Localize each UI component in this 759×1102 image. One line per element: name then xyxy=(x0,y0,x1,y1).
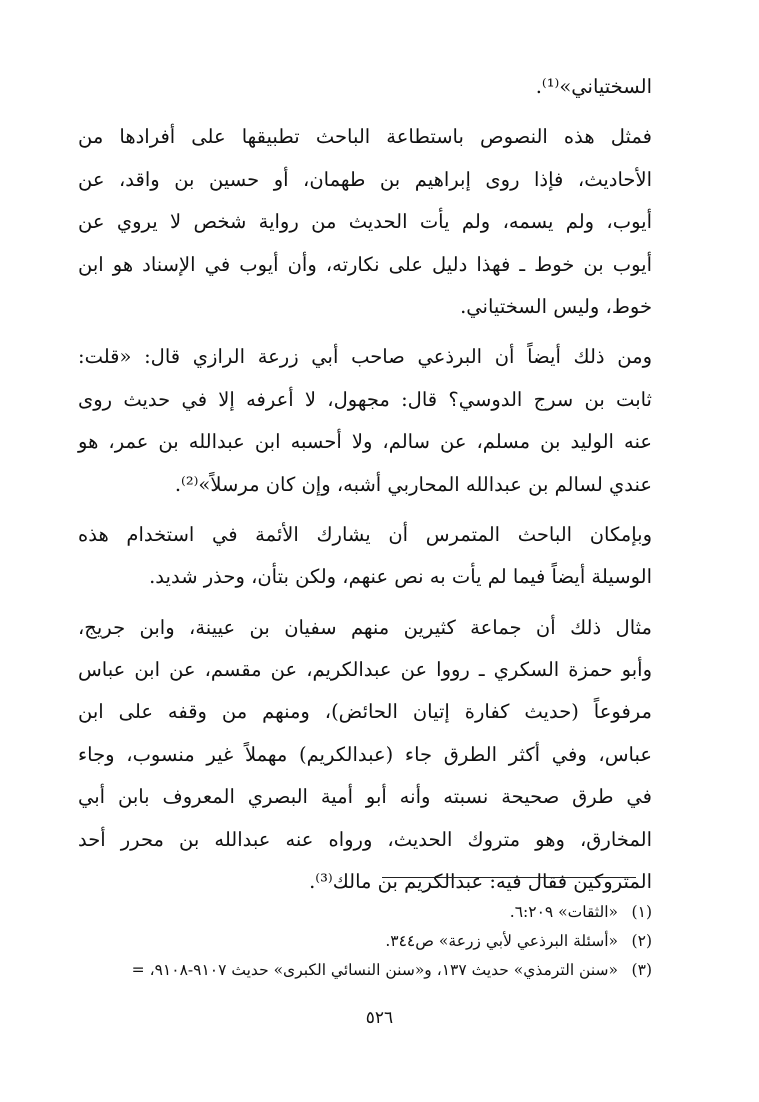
text-line: أيوب، ولم يسمه، ولم يأت الحديث من رواية شخص لا يروي عن xyxy=(78,210,652,234)
text-line: الأحاديث، فإذا روى إبراهيم بن طهمان، أو حسين بن واقد، عن xyxy=(78,167,652,191)
paragraph-gap xyxy=(78,599,652,607)
text-line: المخارق، وهو متروك الحديث، ورواه عنه عبدالله بن محرر أحد xyxy=(78,827,652,851)
text-line: وأبو حمزة السكري ـ رووا عن عبدالكريم، عن مقسم، عن ابن عباس xyxy=(78,658,652,682)
page-number: ٥٢٦ xyxy=(365,1008,394,1028)
text-line: مرفوعاً (حديث كفارة إتيان الحائض)، ومنهم من وقفه على ابن xyxy=(78,700,652,724)
text-line: الوسيلة أيضاً فيما لم يأت به نص عنهم، ولكن بتأن، وحذر شديد. xyxy=(149,565,652,589)
paragraph-gap xyxy=(78,506,652,514)
footnote-text: «سنن الترمذي» حديث ١٣٧، و«سنن النسائي الكبرى» حديث ٩١٠٧-٩١٠٨، = xyxy=(131,961,618,979)
text-line: أيوب بن خوط ـ فهذا دليل على نكارته، وأن أيوب في الإسناد هو ابن xyxy=(78,252,652,276)
footnote-number: (٣) xyxy=(631,961,652,979)
footnote-separator xyxy=(382,877,636,878)
footnote-text: «أسئلة البرذعي لأبي زرعة» ص٣٤٤. xyxy=(385,932,618,950)
text-line: في طرق صحيحة نسبته وأنه أبو أمية البصري المعروف بابن أبي xyxy=(78,785,652,809)
footnote xyxy=(78,956,652,985)
text-line: مثال ذلك أن جماعة كثيرين منهم سفيان بن عيينة، وابن جريج، xyxy=(78,615,652,639)
paragraph-gap xyxy=(78,108,652,116)
footnotes xyxy=(78,898,652,985)
text-line: عندي لسالم بن عبدالله المحاربي أشبه، وإن كان مرسلاً»⁽²⁾. xyxy=(174,472,652,496)
text-line: وبإمكان الباحث المتمرس أن يشارك الأئمة في استخدام هذه xyxy=(78,522,652,546)
text-line: فمثل هذه النصوص باستطاعة الباحث تطبيقها على أفرادها من xyxy=(78,125,652,149)
text-line: عنه الوليد بن مسلم، عن سالم، ولا أحسبه ابن عبدالله بن عمر، هو xyxy=(78,430,652,454)
text-line: ومن ذلك أيضاً أن البرذعي صاحب أبي زرعة الرازي قال: «قلت: xyxy=(78,345,652,369)
text-line: ثابت بن سرج الدوسي؟ قال: مجهول، لا أعرفه إلا في حديث روى xyxy=(78,387,652,411)
text-line: خوط، وليس السختياني. xyxy=(460,294,652,318)
paragraph-gap xyxy=(78,328,652,336)
footnote-number: (١) xyxy=(631,903,652,921)
main-text xyxy=(78,66,652,903)
footnote xyxy=(78,927,652,956)
footnote-number: (٢) xyxy=(631,932,652,950)
footnote-text: «الثقات» ٦:٢٠٩. xyxy=(509,903,618,921)
text-line: عباس، وفي أكثر الطرق جاء (عبدالكريم) مهملاً غير منسوب، وجاء xyxy=(78,742,652,766)
text-line: السختياني»⁽¹⁾. xyxy=(535,75,652,98)
footnote xyxy=(78,898,652,927)
text-line: المتروكين فقال فيه: عبدالكريم بن مالك⁽³⁾. xyxy=(309,870,652,894)
